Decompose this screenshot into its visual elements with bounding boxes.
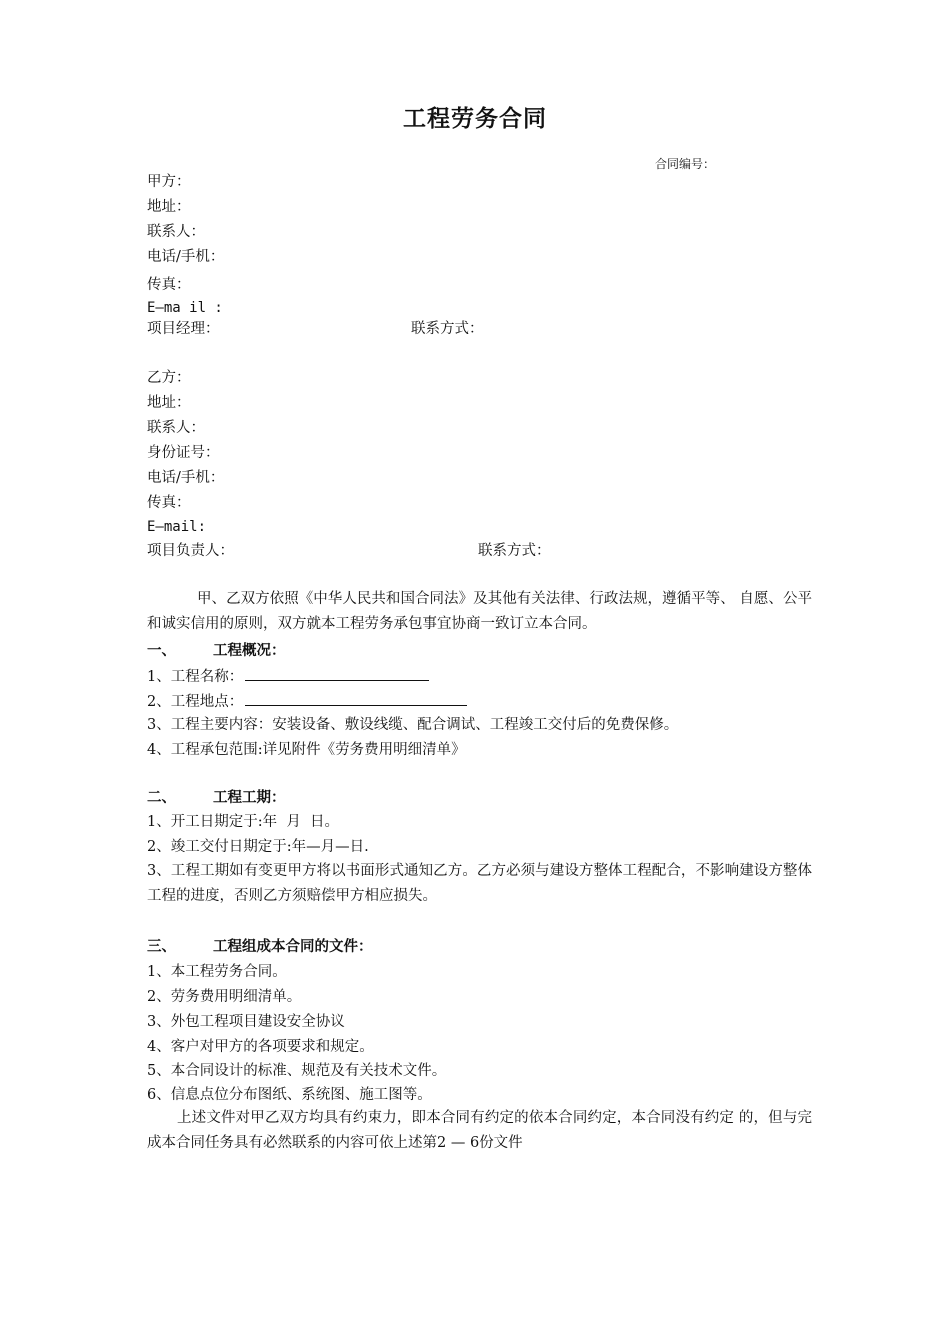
section-2-number: 二、 xyxy=(147,789,176,806)
section-2-item-1: 1、开工日期定于:年 月 日。 xyxy=(147,814,340,830)
section-1-item-4: 4、工程承包范围:详见附件《劳务费用明细清单》 xyxy=(147,742,466,758)
section-3-item-5: 5、本合同设计的标准、规范及有关技术文件。 xyxy=(147,1063,447,1079)
contract-number-label: 合同编号： xyxy=(655,157,716,171)
party-a-fax: 传真： xyxy=(147,277,191,293)
section-3-closing-paragraph: 上述文件对甲乙双方均具有约束力，即本合同有约定的依本合同约定，本合同没有约定 的，但与完成本合同任务具有必然联系的内容可依上述第2 — 6份文件 xyxy=(147,1110,812,1151)
section-3-number: 三、 xyxy=(147,938,176,955)
party-a-email: E—ma il : xyxy=(147,300,223,316)
section-2-item-2: 2、竣工交付日期定于:年—月—日. xyxy=(147,839,369,855)
party-a-manager: 项目经理： xyxy=(147,321,220,337)
party-b-label: 乙方： xyxy=(147,370,191,386)
section-1-number: 一、 xyxy=(147,642,176,659)
party-b-contact-method: 联系方式： xyxy=(478,543,551,559)
section-1-item-3: 3、工程主要内容：安装设备、敷设线缆、配合调试、工程竣工交付后的免费保修。 xyxy=(147,717,679,733)
section-2-heading xyxy=(147,789,286,807)
section-1-item-2-text: 2、工程地点： xyxy=(147,694,244,710)
party-b-address: 地址： xyxy=(147,395,191,411)
section-2-item-3: 3、工程工期如有变更甲方将以书面形式通知乙方。乙方必须与建设方整体工程配合，不影响建设方整体工程的进度，否则乙方须赔偿甲方相应损失。 xyxy=(147,863,812,904)
party-b-fax: 传真： xyxy=(147,495,191,511)
section-3-heading xyxy=(147,938,373,956)
section-1-title: 工程概况： xyxy=(213,642,286,659)
section-3-item-2: 2、劳务费用明细清单。 xyxy=(147,989,302,1005)
party-b-id-number: 身份证号： xyxy=(147,445,220,461)
project-location-blank[interactable] xyxy=(245,691,467,706)
section-3-item-4: 4、客户对甲方的各项要求和规定。 xyxy=(147,1039,374,1055)
party-a-label: 甲方： xyxy=(147,174,191,190)
section-3-item-3: 3、外包工程项目建设安全协议 xyxy=(147,1014,345,1030)
party-b-email: E—mail: xyxy=(147,519,207,535)
project-name-blank[interactable] xyxy=(245,666,429,681)
party-a-contact: 联系人： xyxy=(147,224,205,240)
party-b-manager: 项目负责人： xyxy=(147,543,234,559)
document-title: 工程劳务合同 xyxy=(403,106,547,132)
party-b-contact: 联系人： xyxy=(147,420,205,436)
section-1-heading xyxy=(147,642,286,660)
section-2-title: 工程工期： xyxy=(213,789,286,806)
section-1-item-2 xyxy=(147,691,467,711)
section-3-item-1: 1、本工程劳务合同。 xyxy=(147,964,287,980)
section-1-item-1-text: 1、工程名称： xyxy=(147,669,244,685)
section-1-item-1 xyxy=(147,666,429,686)
intro-paragraph: 甲、乙双方依照《中华人民共和国合同法》及其他有关法律、行政法规，遵循平等、 自愿、公平和诚实信用的原则，双方就本工程劳务承包事宜协商一致订立本合同。 xyxy=(147,591,812,632)
section-3-item-6: 6、信息点位分布图纸、系统图、施工图等。 xyxy=(147,1087,432,1103)
party-a-phone: 电话/手机： xyxy=(147,249,225,265)
party-a-address: 地址： xyxy=(147,199,191,215)
party-a-contact-method: 联系方式： xyxy=(411,321,484,337)
party-b-phone: 电话/手机： xyxy=(147,470,225,486)
section-3-title: 工程组成本合同的文件： xyxy=(213,938,373,955)
